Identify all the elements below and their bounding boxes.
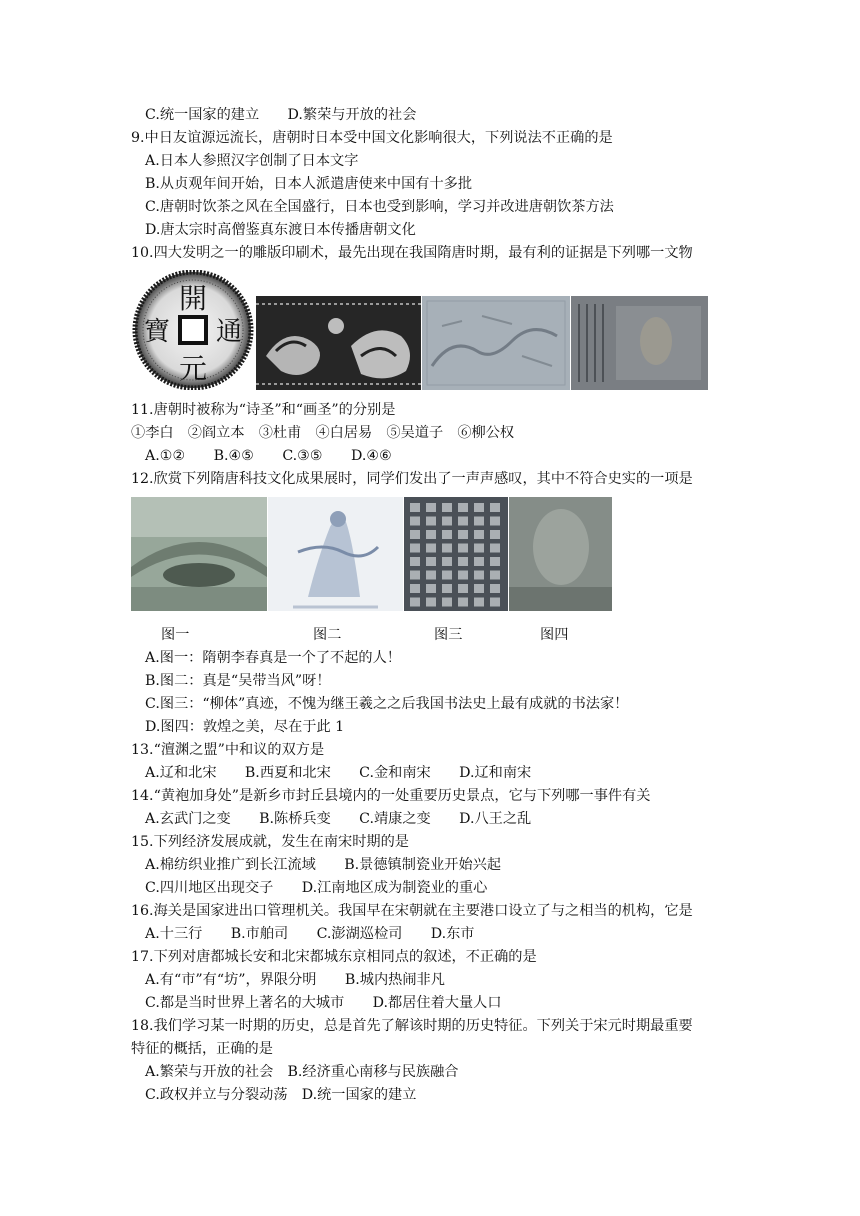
q13-options: A.辽和北宋 B.西夏和北宋 C.金和南宋 D.辽和南宋 bbox=[145, 765, 532, 781]
q17-options-cd: C.都是当时世界上著名的大城市 D.都居住着大量人口 bbox=[145, 995, 502, 1011]
calligraphy-glyph-block bbox=[410, 544, 420, 553]
calligraphy-glyph-block bbox=[410, 598, 420, 607]
coin-char-top: 開 bbox=[178, 282, 208, 315]
calligraphy-glyph-block bbox=[410, 503, 420, 512]
q14-options: A.玄武门之变 B.陈桥兵变 C.靖康之变 D.八王之乱 bbox=[145, 811, 532, 827]
figure-4-dunhuang-image bbox=[509, 497, 612, 611]
q10-stem: 10.四大发明之一的雕版印刷术，最先出现在我国隋唐时期，最有利的证据是下列哪一文物 bbox=[131, 245, 693, 261]
q13-stem: 13.“澶渊之盟”中和议的双方是 bbox=[131, 742, 325, 758]
q15-stem: 15.下列经济发展成就，发生在南宋时期的是 bbox=[131, 834, 409, 850]
figure-4-caption: 图四 bbox=[540, 627, 569, 643]
calligraphy-glyph-block bbox=[442, 571, 452, 580]
calligraphy-glyph-block bbox=[458, 571, 468, 580]
q15-options-ab: A.棉纺织业推广到长江流域 B.景德镇制瓷业开始兴起 bbox=[145, 857, 502, 873]
q18-stem-line2: 特征的概括，正确的是 bbox=[131, 1041, 273, 1057]
calligraphy-glyph-block bbox=[426, 517, 436, 526]
calligraphy-glyph-block bbox=[490, 530, 500, 539]
q17-stem: 17.下列对唐都城长安和北宋都城东京相同点的叙述，不正确的是 bbox=[131, 949, 537, 965]
q11-stem: 11.唐朝时被称为“诗圣”和“画圣”的分别是 bbox=[131, 402, 396, 418]
q12-option-d: D.图四：敦煌之美，尽在于此 1 bbox=[145, 719, 345, 735]
calligraphy-glyph-block bbox=[410, 530, 420, 539]
calligraphy-glyph-block bbox=[458, 517, 468, 526]
q9-stem: 9.中日友谊源远流长，唐朝时日本受中国文化影响很大，下列说法不正确的是 bbox=[131, 130, 613, 146]
calligraphy-glyph-block bbox=[458, 598, 468, 607]
figure-3-calligraphy-image bbox=[404, 497, 508, 611]
calligraphy-glyph-block bbox=[474, 557, 484, 566]
q11-options: A.①② B.④⑤ C.③⑤ D.④⑥ bbox=[145, 448, 392, 464]
calligraphy-glyph-block bbox=[410, 517, 420, 526]
calligraphy-glyph-block bbox=[426, 557, 436, 566]
q12-option-c: C.图三：“柳体”真迹，不愧为继王羲之之后我国书法史上最有成就的书法家！ bbox=[145, 696, 629, 712]
q12-stem: 12.欣赏下列隋唐科技文化成果展时，同学们发出了一声声感叹，其中不符合史实的一项是 bbox=[131, 471, 693, 487]
figure-2-caption: 图二 bbox=[313, 627, 342, 643]
calligraphy-glyph-block bbox=[474, 503, 484, 512]
q17-options-ab: A.有“市”有“坊”，界限分明 B.城内热闹非凡 bbox=[145, 972, 445, 988]
relief-carving-image bbox=[256, 296, 421, 390]
calligraphy-glyph-block bbox=[426, 598, 436, 607]
calligraphy-glyph-block bbox=[458, 530, 468, 539]
calligraphy-glyph-block bbox=[426, 544, 436, 553]
calligraphy-glyph-block bbox=[442, 503, 452, 512]
q9-option-c: C.唐朝时饮茶之风在全国盛行，日本也受到影响，学习并改进唐朝饮茶方法 bbox=[145, 199, 614, 215]
calligraphy-glyph-block bbox=[442, 544, 452, 553]
calligraphy-glyph-block bbox=[490, 571, 500, 580]
calligraphy-glyph-block bbox=[458, 557, 468, 566]
print-image bbox=[422, 296, 570, 390]
calligraphy-glyph-block bbox=[490, 544, 500, 553]
q10-image-row bbox=[131, 270, 709, 390]
calligraphy-glyph-block bbox=[490, 517, 500, 526]
figure-1-caption: 图一 bbox=[161, 627, 190, 643]
q11-choices: ①李白 ②阎立本 ③杜甫 ④白居易 ⑤吴道子 ⑥柳公权 bbox=[131, 425, 515, 441]
calligraphy-glyph-block bbox=[474, 584, 484, 593]
q16-options: A.十三行 B.市舶司 C.澎湖巡检司 D.东市 bbox=[145, 926, 475, 942]
kaiyuan-coin-image bbox=[131, 270, 255, 390]
calligraphy-glyph-block bbox=[426, 571, 436, 580]
calligraphy-glyph-block bbox=[426, 584, 436, 593]
calligraphy-glyph-block bbox=[490, 584, 500, 593]
calligraphy-glyph-block bbox=[426, 530, 436, 539]
q8-options-cd: C.统一国家的建立 D.繁荣与开放的社会 bbox=[145, 107, 417, 123]
q18-options-cd: C.政权并立与分裂动荡 D.统一国家的建立 bbox=[145, 1087, 417, 1103]
q16-stem: 16.海关是国家进出口管理机关。我国早在宋朝就在主要港口设立了与之相当的机构，它是 bbox=[131, 903, 693, 919]
q9-option-a: A.日本人参照汉字创制了日本文字 bbox=[145, 153, 359, 169]
calligraphy-glyph-block bbox=[474, 571, 484, 580]
calligraphy-glyph-block bbox=[410, 557, 420, 566]
figure-1-bridge-image bbox=[131, 497, 267, 611]
calligraphy-glyph-block bbox=[474, 517, 484, 526]
calligraphy-glyph-block bbox=[490, 557, 500, 566]
calligraphy-glyph-block bbox=[474, 544, 484, 553]
calligraphy-glyph-block bbox=[474, 530, 484, 539]
calligraphy-glyph-block bbox=[442, 517, 452, 526]
scroll-image bbox=[571, 296, 708, 390]
calligraphy-glyph-block bbox=[458, 584, 468, 593]
calligraphy-glyph-block bbox=[442, 557, 452, 566]
calligraphy-glyph-block bbox=[458, 503, 468, 512]
q9-option-d: D.唐太宗时高僧鉴真东渡日本传播唐朝文化 bbox=[145, 222, 416, 238]
calligraphy-glyph-block bbox=[490, 503, 500, 512]
calligraphy-glyph-block bbox=[490, 598, 500, 607]
calligraphy-glyph-block bbox=[474, 598, 484, 607]
q18-options-ab: A.繁荣与开放的社会 B.经济重心南移与民族融合 bbox=[145, 1064, 459, 1080]
calligraphy-glyph-block bbox=[442, 530, 452, 539]
calligraphy-glyph-block bbox=[458, 544, 468, 553]
coin-char-left: 寶 bbox=[143, 317, 171, 347]
calligraphy-glyph-block bbox=[426, 503, 436, 512]
q14-stem: 14.“黄袍加身处”是新乡市封丘县境内的一处重要历史景点，它与下列哪一事件有关 bbox=[131, 788, 651, 804]
q9-option-b: B.从贞观年间开始，日本人派遣唐使来中国有十多批 bbox=[145, 176, 473, 192]
q12-option-b: B.图二：真是“吴带当风”呀！ bbox=[145, 673, 331, 689]
coin-char-right: 通 bbox=[215, 317, 243, 347]
q12-image-row bbox=[131, 497, 612, 611]
figure-2-painting-image bbox=[268, 497, 403, 611]
calligraphy-glyph-block bbox=[410, 571, 420, 580]
calligraphy-glyph-block bbox=[410, 584, 420, 593]
coin-char-bottom: 元 bbox=[178, 352, 208, 385]
calligraphy-glyph-block bbox=[442, 598, 452, 607]
q12-option-a: A.图一：隋朝李春真是一个了不起的人！ bbox=[145, 650, 401, 666]
calligraphy-glyph-block bbox=[442, 584, 452, 593]
figure-3-caption: 图三 bbox=[434, 627, 463, 643]
q15-options-cd: C.四川地区出现交子 D.江南地区成为制瓷业的重心 bbox=[145, 880, 488, 896]
q18-stem-line1: 18.我们学习某一时期的历史，总是首先了解该时期的历史特征。下列关于宋元时期最重要 bbox=[131, 1018, 693, 1034]
